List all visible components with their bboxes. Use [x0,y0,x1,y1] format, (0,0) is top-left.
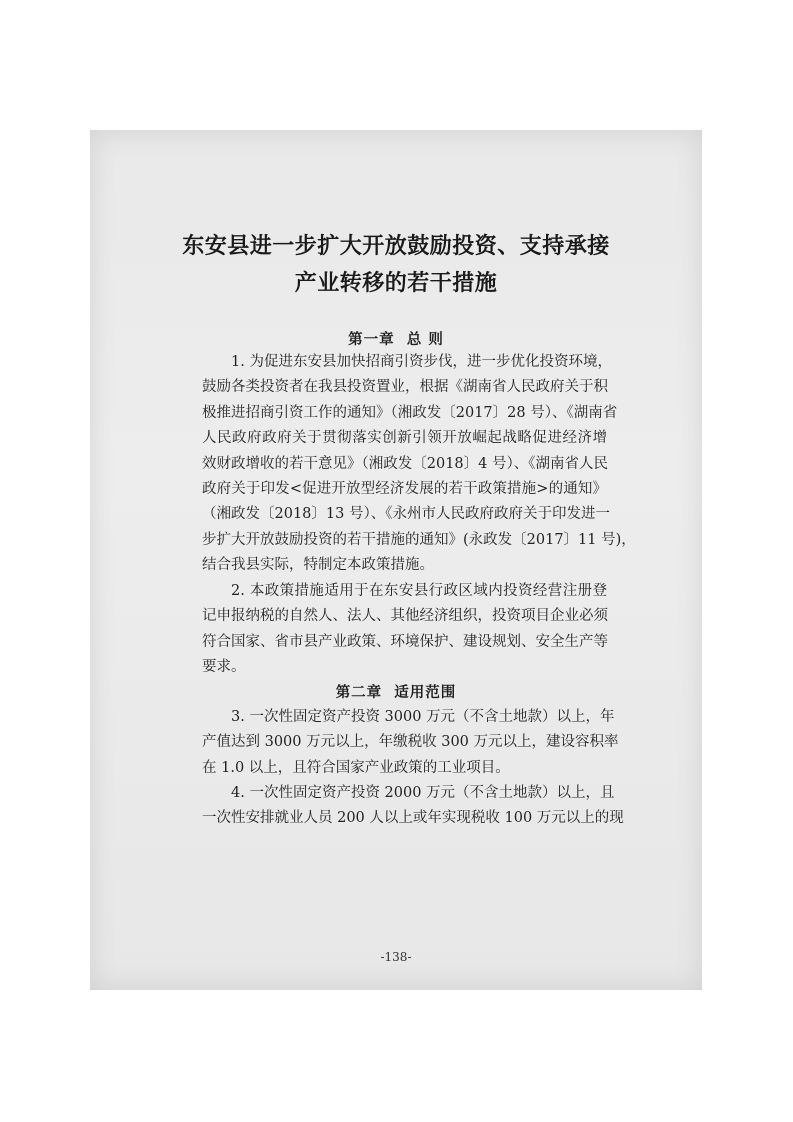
paragraph-line: 符合国家、省市县产业政策、环境保护、建设规划、安全生产等 [202,633,608,650]
paragraph-line: 人民政府政府关于贯彻落实创新引领开放崛起战略促进经济增 [202,430,607,447]
paragraph-line: 鼓励各类投资者在我县投资置业，根据《湖南省人民政府关于积 [202,379,608,396]
paragraph-4 [202,781,624,832]
paragraph-line: 1. 为促进东安县加快招商引资步伐，进一步优化投资环境， [231,354,612,370]
paragraph-line: 极推进招商引资工作的通知》（湘政发〔2017〕28 号）、《湖南省 [202,404,618,421]
chapter-1-heading: 第一章 总 则 [348,331,444,348]
paragraph-line: 4. 一次性固定资产投资 2000 万元（不含土地款）以上，且 [231,785,615,801]
chapter-2-heading: 第二章 适用范围 [335,684,457,701]
paragraph-line: 政府关于印发<促进开放型经济发展的若干政策措施>的通知》 [202,481,607,498]
paragraph-line: 步扩大开放鼓励投资的若干措施的通知》(永政发〔2017〕11 号)， [202,531,636,548]
paragraph-line: （湘政发〔2018〕13 号）、《永州市人民政府政府关于印发进一 [202,506,610,523]
scanned-page [90,130,702,990]
paragraph-1 [202,350,636,579]
paragraph-line: 效财政增收的若干意见》（湘政发〔2018〕4 号）、《湖南省人民 [202,455,608,472]
paragraph-line: 2. 本政策措施适用于在东安县行政区域内投资经营注册登 [231,583,607,599]
title-line-2: 产业转移的若干措施 [294,270,498,296]
title-line-1: 东安县进一步扩大开放鼓励投资、支持承接 [182,233,610,259]
paragraph-line: 记申报纳税的自然人、法人、其他经济组织，投资项目企业必须 [202,608,608,625]
paragraph-line: 结合我县实际，特制定本政策措施。 [202,557,434,574]
paragraph-line: 一次性安排就业人员 200 人以上或年实现税收 100 万元以上的现 [202,810,624,827]
paragraph-3 [202,705,619,781]
page-number: -138- [380,950,412,964]
paragraph-line: 产值达到 3000 万元以上，年缴税收 300 万元以上，建设容积率 [202,734,619,751]
paragraph-line: 3. 一次性固定资产投资 3000 万元（不含土地款）以上，年 [231,709,615,725]
paragraph-line: 在 1.0 以上，且符合国家产业政策的工业项目。 [202,759,510,776]
paragraph-2 [202,579,607,681]
document-title [90,228,702,302]
paragraph-line: 要求。 [202,659,246,676]
